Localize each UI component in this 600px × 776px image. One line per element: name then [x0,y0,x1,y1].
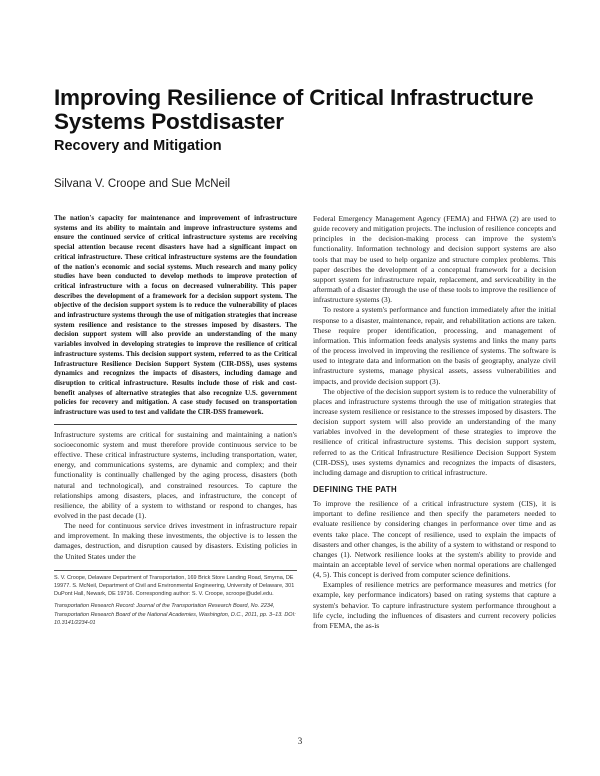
intro-paragraph-2: The need for continuous service drives investment in infrastructure repair and improvement. In making these investments, the objective is to lessen the damages, destruction, and disruption caused by disasters. Existing policies in the United States under the [54,521,297,561]
section-heading: DEFINING THE PATH [313,485,398,495]
right-column [313,214,556,631]
intro-paragraph-1: Infrastructure systems are critical for sustaining and maintaining a nation's socioeconomic system and must therefore provide continuous service to be effective. These critical infrastructure systems, including transportation, water, energy, and communications systems, are dynamic and complex; and their functionality is continually challenged by the aging process, disasters (both natural and technological), and constrained resources. To capture the relationships among disasters, places, and infrastructure, the concept of resilience, the ability of a system to withstand or respond to changes, has evolved in the past decade (1). [54,429,297,521]
section-paragraph-2: Examples of resilience metrics are performance measures and metrics (for example, key performance indicators) based on rating systems that capture a system's behavior. To capture infrastructure system performance throughout a life cycle, including the influences of disasters and current recovery policies from FEMA, the as-is [313,580,556,630]
authors: Silvana V. Croope and Sue McNeil [54,178,231,190]
paper-title: Improving Resilience of Critical Infrastructure Systems Postdisaster [54,85,534,134]
paper-subtitle: Recovery and Mitigation [54,138,222,154]
page-number: 3 [297,736,303,746]
left-column [54,214,297,627]
right-paragraph-1: Federal Emergency Management Agency (FEMA) and FHWA (2) are used to guide recovery and mitigation projects. The inclusion of resilience concepts and principles in the decision-making process can improve the system's functionality. Information technology and decision support systems are also tools that may be used to help organize and structure complex problems. This paper describes the development of a conceptual framework for a decision support system for infrastructure repair, replacement, and serviceability in the aftermath of a disaster through the use of these tools to improve the resilience of infrastructure systems (3). [313,214,556,305]
section-paragraph-1: To improve the resilience of a critical infrastructure system (CIS), it is important to define resilience and then specify the parameters needed to evaluate resilience by considering changes in performance over time and as events take place. The concept of resilience, used to explain the impacts of disasters and other changes, is the ability of a system to withstand or respond to changes (1). Network resilience looks at the system's ability to provide and maintain an acceptable level of service when normal operations are challenged (4, 5). This concept is derived from computer science definitions. [313,499,556,580]
author-affiliation-footnote: S. V. Croope, Delaware Department of Transportation, 169 Brick Store Landing Road, Smyrna, DE 19977. S. McNeil, Department of Civil and Environmental Engineering, University of Delaware, 301 DuPont Hall, Newark, DE 19716. Corresponding author: S. V. Croope, scroope@udel.edu. [54,574,295,598]
footnote-divider [54,570,297,571]
abstract-divider [54,424,297,425]
abstract: The nation's capacity for maintenance and improvement of infrastructure systems and its ability to maintain and improve infrastructure systems and ensure the continued service of critical infrastructure systems are receiving special attention because recent disasters have had a significant impact on critical infrastructure. These critical infrastructure systems are the foundation of the nation's economic and social systems. Much research and many policy studies have been conducted to develop methods to improve protection of critical infrastructure with a focus on decreased vulnerability. This paper describes the development of a framework for a decision support system. The objective of the decision support system is to reduce the vulnerability of places and infrastructure systems through the use of mitigation strategies that increase system resilience and resistance to the stresses imposed by disasters. The decision support system will also provide an understanding of the many variables involved in developing strategies to improve the resilience of critical infrastructure systems. This decision support system, referred to as the Critical Infrastructure Resilience Decision Support System (CIR-DSS), uses systems dynamics and recognizes the impacts of disasters, including damage and disruption to critical infrastructure. Results include those of risk and cost-benefit analyses of alternative strategies that also recognize U.S. government policies for recovery and mitigation. A case study focused on transportation infrastructure was used to test and validate the CIR-DSS framework. [54,214,297,417]
right-paragraph-3: The objective of the decision support system is to reduce the vulnerability of places and infrastructure systems through the use of mitigation strategies that increase system resilience or resistance to the stresses imposed by disasters. The decision support system will also provide an understanding of the many variables involved in the development of these strategies to improve the resilience of critical infrastructure systems. This decision support system, referred to as the Critical Infrastructure Resilience Decision Support System (CIR-DSS), uses systems dynamics and recognizes the impacts of disasters, including damage and disruption to critical infrastructure. [313,386,556,477]
citation-footnote: Transportation Research Record: Journal of the Transportation Research Board, No. 2234, Transportation Research Board of the National Academies, Washington, D.C., 2011, pp. 3–13. DOI: 10.3141/2234-01 [54,603,296,626]
right-paragraph-2: To restore a system's performance and function immediately after the initial response to a disaster, maintenance, repair, and rehabilitation actions are taken. These require proper identification, processing, and management of information. This information feeds analysis systems and links the many parts of the process involved in improving the resilience of systems. The software is used to integrate data and information on the basis of geography, analyze civil infrastructure systems, manage physical assets, assess vulnerabilities and impacts, and provide decision support (3). [313,305,556,386]
